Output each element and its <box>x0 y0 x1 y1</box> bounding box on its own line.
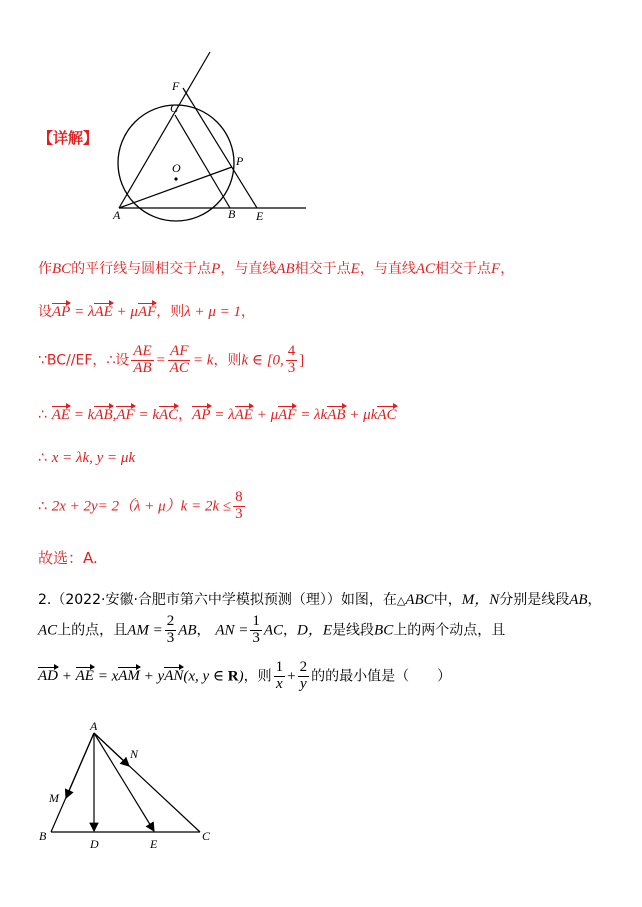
label-C: C <box>202 829 211 843</box>
solution-line-5: ∴ x = λk, y = μk <box>38 450 136 466</box>
solution-line-1: 作BC的平行线与圆相交于点P，与直线AB相交于点E，与直线AC相交于点F， <box>38 261 515 277</box>
triangle-vector-figure <box>35 718 225 853</box>
label-B: B <box>228 207 236 221</box>
solution-line-3: ∵BC//EF，∴设 $\frac{AE}{AB}$ = $\frac{AF}{AC}$ = k，则k ∈ [0, $\frac{4}{3}$ ] <box>38 343 305 376</box>
label-A: A <box>90 719 98 733</box>
label-C: C <box>170 101 179 115</box>
label-E: E <box>150 837 158 851</box>
label-E: E <box>256 209 264 223</box>
center-point-o <box>174 177 177 180</box>
problem-line-3: AD + AE = xAM + yAN(x, y ∈ R)，则 $\frac{1}{x}$ + $\frac{2}{y}$ 的的最小值是（ ） <box>38 659 452 692</box>
circle-triangle-figure <box>110 48 310 223</box>
label-A: A <box>113 208 121 222</box>
line-ac-extended <box>119 52 210 208</box>
label-F: F <box>172 79 180 93</box>
answer-line: 故选：A. <box>38 549 98 567</box>
solution-line-2: 设AP = λAE + μAF，则λ + μ = 1， <box>38 304 256 320</box>
segment-cb <box>175 115 230 208</box>
vector-am <box>66 733 94 798</box>
label-O: O <box>172 161 181 175</box>
problem-line-1: 2.（2022·安徽·合肥市第六中学模拟预测（理））如图，在△ABC中，M，N分别是线段AB， <box>38 592 602 608</box>
solution-line-6: ∴ 2x + 2y= 2（λ + μ）k = 2k ≤ $\frac{8}{3}$ <box>38 489 243 522</box>
label-M: M <box>49 791 59 805</box>
label-P: P <box>236 154 244 168</box>
detail-heading: 【详解】 <box>38 129 99 147</box>
label-N: N <box>130 747 139 761</box>
problem-line-2: AC上的点，且AM = $\frac{2}{3}$ AB， AN = $\frac{1}{3}$ AC，D，E是线段BC上的两个动点，且 <box>38 613 506 646</box>
label-B: B <box>39 829 47 843</box>
solution-line-4: ∴ AE = kAB,AF = kAC，AP = λAE + μAF = λkAB + μkAC <box>38 407 397 423</box>
vector-ae <box>94 733 154 831</box>
label-D: D <box>90 837 99 851</box>
